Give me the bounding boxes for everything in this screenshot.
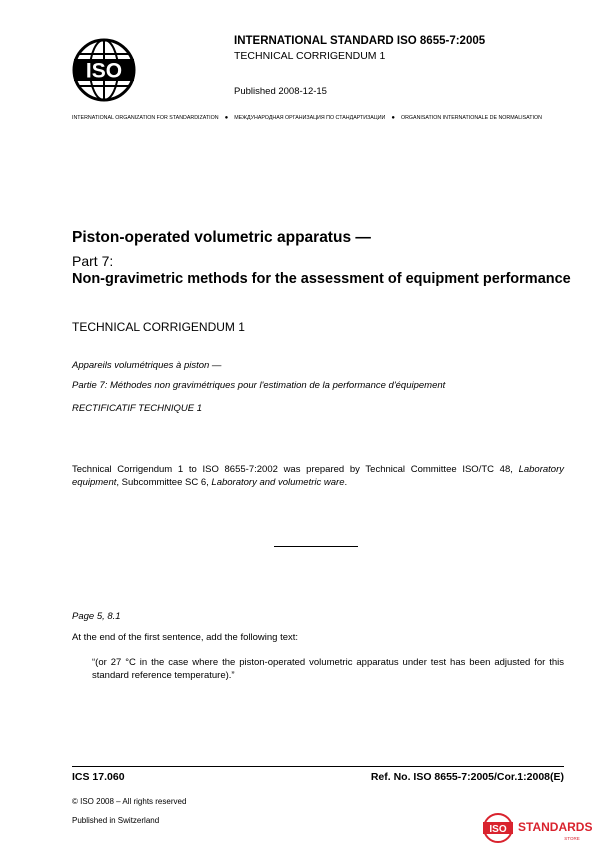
correction-location: Page 5, 8.1	[72, 611, 121, 622]
store-globe-icon	[483, 814, 513, 842]
correction-instruction: At the end of the first sentence, add the following text:	[72, 632, 299, 643]
intro-text: , Subcommittee SC 6,	[116, 477, 212, 488]
ics-code: ICS 17.060	[72, 771, 125, 783]
corrigendum-label: TECHNICAL CORRIGENDUM 1	[234, 50, 386, 62]
org-name-ru: МЕЖДУНАРОДНАЯ ОРГАНИЗАЦИЯ ПО СТАНДАРТИЗАЦИИ	[234, 115, 386, 121]
store-label-text: STORE	[564, 836, 580, 841]
intro-text: Technical Corrigendum 1 to ISO 8655-7:2002 was prepared by Technical Committee ISO/TC 48,	[72, 464, 519, 475]
part-subtitle: Non-gravimetric methods for the assessment of equipment performance	[72, 271, 571, 287]
org-name-en: INTERNATIONAL ORGANIZATION FOR STANDARDIZATION	[72, 115, 219, 121]
iso-standards-store-logo[interactable]	[482, 812, 594, 844]
technical-corrigendum-heading: TECHNICAL CORRIGENDUM 1	[72, 320, 245, 334]
published-date: Published 2008-12-15	[234, 86, 327, 97]
reference-number: Ref. No. ISO 8655-7:2005/Cor.1:2008(E)	[370, 771, 564, 783]
standard-title: INTERNATIONAL STANDARD ISO 8655-7:2005	[234, 35, 486, 47]
bullet-separator: ●	[224, 115, 229, 121]
store-iso-text: ISO	[489, 824, 507, 835]
section-divider	[274, 546, 358, 547]
iso-logo	[72, 38, 136, 102]
footer-divider	[72, 766, 564, 767]
part-label: Part 7:	[72, 253, 114, 269]
french-part: Partie 7: Méthodes non gravimétriques pour l'estimation de la performance d'équipement	[72, 380, 446, 391]
intro-text: .	[344, 477, 348, 488]
copyright: © ISO 2008 – All rights reserved	[72, 797, 187, 806]
french-title: Appareils volumétriques à piston —	[72, 360, 222, 371]
correction-quote: “(or 27 °C in the case where the piston-operated volumetric apparatus under test has been adjusted for this standard reference temperature).”	[92, 657, 564, 681]
subcommittee-name: Laboratory and volumetric ware	[211, 477, 345, 488]
intro-paragraph	[72, 463, 564, 489]
organization-names	[72, 115, 564, 121]
committee-name: Laboratory equipment	[72, 464, 564, 488]
bullet-separator: ●	[391, 115, 395, 121]
document-title: Piston-operated volumetric apparatus —	[72, 229, 371, 246]
published-location: Published in Switzerland	[72, 816, 160, 825]
french-corrigendum: RECTIFICATIF TECHNIQUE 1	[72, 403, 203, 414]
org-name-fr: ORGANISATION INTERNATIONALE DE NORMALISATION	[400, 115, 542, 121]
iso-logo-text: ISO	[85, 59, 123, 83]
store-standards-text: STANDARDS	[518, 820, 593, 834]
